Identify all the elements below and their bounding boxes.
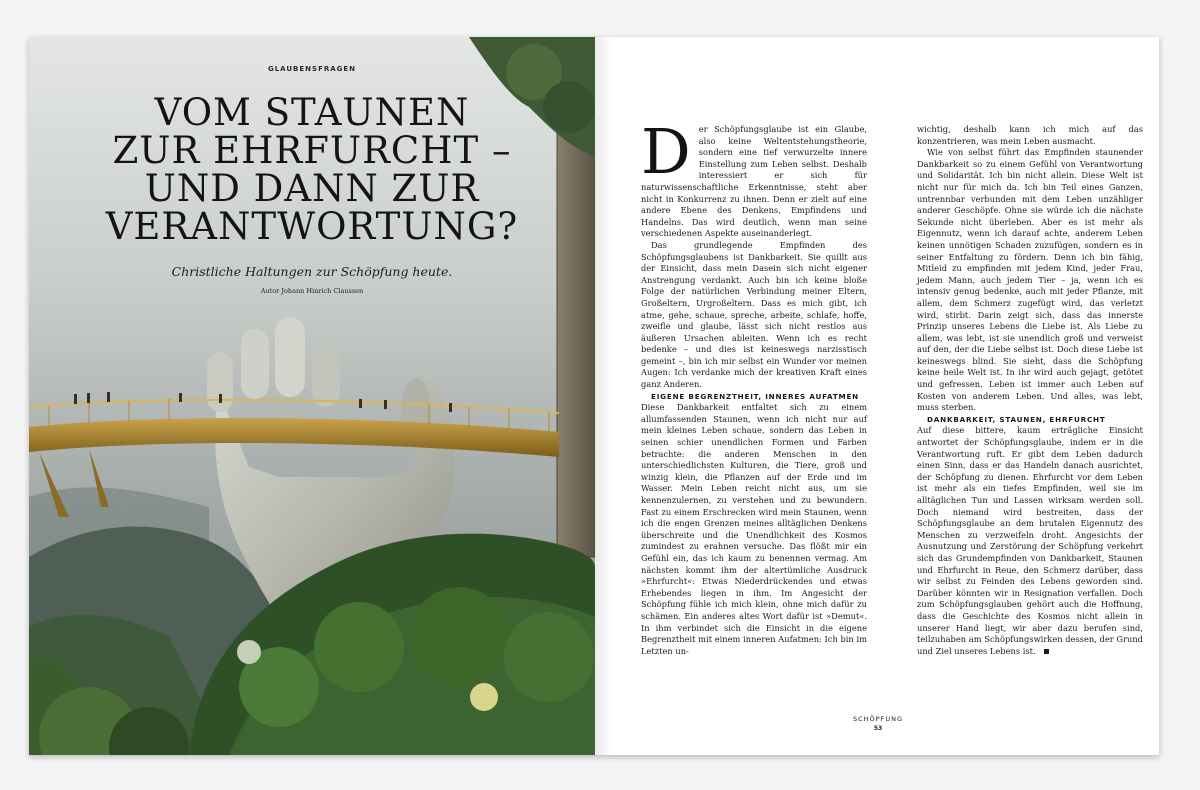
magazine-spread (29, 37, 1159, 755)
left-page (29, 37, 595, 755)
article-paragraph-last (917, 425, 1143, 657)
gutter-shadow (595, 37, 613, 755)
page-footer (828, 715, 928, 732)
subtitle: Christliche Haltungen zur Schöpfung heute. (171, 264, 453, 279)
right-page (595, 37, 1159, 755)
section-name: SCHÖPFUNG (853, 715, 903, 723)
kicker: GLAUBENSFRAGEN (267, 65, 357, 73)
headline-line: VERANTWORTUNG? (105, 205, 519, 248)
article-text: Auf diese bittere, kaum erträgliche Einsicht antwortet der Schöpfungsglaube, indem er in die Verantwortung ruft. Er gibt dem Leben dadurch einen Sinn, dass er das Handeln danach ausrichtet, der Schöpfung zu dienen. Ehrfurcht vor dem Leben ist mehr als ein tiefes Empfinden, weil sie im alltäglichen Tun und Lassen wirksam werden soll. Doch niemand wird bestreiten, dass der Schöpfungsglaube an dem brutalen Eigennutz des Menschen zu verzweifeln droht. Angesichts der Ausnutzung und Zerstörung der Schöpfung verkehrt sich das Grundempfinden von Dankbarkeit, Staunen und Ehrfurcht in Reue, den Schmerz darüber, dass wir selbst zu Feinden des Lebens geworden sind. Darüber könnten wir in Resignation verfallen. Doch zum Schöpfungsglauben gehört auch die Hoffnung, dass die Geschichte des Kosmos nicht allein in unserer Hand liegt, wir aber dazu berufen sind, teilzuhaben am Schöpfungswirken dessen, der Grund und Ziel unseres Lebens ist. (917, 425, 1143, 656)
article-paragraph: Diese Dankbarkeit entfaltet sich zu einem allumfassenden Staunen, wenn ich nicht nur auf mein kleines Leben schaue, sondern das Leben in seinen schier unendlichen Formen und Farben betrachte: die anderen Menschen in den unterschiedlichsten Kulturen, die Tiere, groß und winzig klein, die Pflanzen auf der Erde und im Wasser. Mein Leben reicht nicht aus, um sie kennenzulernen, zu verstehen und zu bewundern. Fast zu einem Erschrecken wird mein Staunen, wenn ich die engen Grenzen meines alltäglichen Denkens überschreite und die Unendlichkeit des Kosmos zumindest zu erahnen versuche. Das flößt mir ein Gefühl ein, das ich kaum zu benennen vermag. Am nächsten kommt ihm der altertümliche Ausdruck »Ehrfurcht«: Etwas Niederdrückendes und etwas Erhebendes liegen in ihm. Im Angesicht der Schöpfung fühle ich mich klein, ohne mich dafür zu schämen. Ein anderes altes Wort dafür ist »Demut«. In ihm verbindet sich die Einsicht in die eigene Begrenztheit mit einem inneren Aufatmen: Ich bin im Letzten un- (641, 402, 867, 656)
author-line: Autor Johann Hinrich Claussen (260, 287, 364, 295)
end-of-article-mark (1044, 649, 1049, 654)
headline (29, 91, 595, 248)
section-subhead: EIGENE BEGRENZTHEIT, INNERES AUFATMEN (651, 391, 859, 401)
page-number: 53 (873, 725, 883, 732)
section-subhead: DANKBARKEIT, STAUNEN, EHRFURCHT (927, 414, 1106, 424)
article-paragraph: wichtig, deshalb kann ich mich auf das konzentrieren, was mein Leben ausmacht. (917, 124, 1143, 146)
intro-text: er Schöpfungsglaube ist ein Glaube, also keine Weltentstehungstheorie, sondern eine tief verwurzelte innere Einstellung zum Leben selbst. Deshalb interessiert er sich für naturwissenschaftliche Erkenntnisse, steht aber nicht in Konkurrenz zu ihnen. Denn er zielt auf eine andere Ebene des Denkens, Empfindens und Handelns. Das wird deutlich, wenn man seine verschiedenen Aspekte auseinanderlegt. (641, 124, 867, 239)
headline-line: ZUR EHRFURCHT – (112, 129, 512, 172)
article-paragraph: Das grundlegende Empfinden des Schöpfungsglaubens ist Dankbarkeit. Sie quillt aus der Einsicht, dass mein Dasein sich nicht eigener Anstrengung verdankt. Auch bin ich keine bloße Folge der natürlichen Verbindung meiner Eltern, Großeltern, Urgroßeltern. Dass es mich gibt, ich atme, gehe, schaue, spreche, arbeite, schlafe, hoffe, zweifle und glaube, lässt sich nicht restlos aus äußeren Ursachen ableiten. Wenn ich es recht bedenke – und dies ist keineswegs narzisstisch gemeint –, bin ich mir selbst ein Wunder vor meinen Augen: Ich verdanke mich der kreativen Kraft eines ganz Anderen. (641, 239, 867, 390)
headline-line: VOM STAUNEN (154, 91, 470, 134)
article-paragraph: Wie von selbst führt das Empfinden staunender Dankbarkeit so zu einem Gefühl von Verantwortung und Solidarität. Ich bin nicht allein. Diese Welt ist nicht nur für mich da. Ich bin Teil eines Ganzen, untrennbar verbunden mit dem Leben unzähliger anderer Geschöpfe. Ohne sie würde ich die nächste Sekunde nicht überleben. Aber es ist mehr als Eigennutz, wenn ich darauf achte, anderem Leben keinen unnötigen Schaden zuzufügen, sondern es in seiner Entfaltung zu fördern. Denn ich bin fähig, Mitleid zu empfinden mit jedem Kind, jeder Frau, jedem Mann, auch jedem Tier – ja, wenn ich es intensiv genug bedenke, auch mit jeder Pflanze, mit allem, dem Schmerz zugefügt wird, das verletzt wird, stirbt. Darin zeigt sich, dass das innerste Prinzip unseres Lebens die Liebe ist. Als Liebe zu allem, was lebt, ist sie unendlich groß und verweist auf den, der die Liebe selbst ist. Doch diese Liebe ist keineswegs blind. Sie sieht, dass die Schöpfung keine heile Welt ist. In ihr wird auch gejagt, getötet und gefressen. Leben ist immer auch Leben auf Kosten von anderem Leben. Und alles, was lebt, muss sterben. (917, 147, 1143, 413)
article-intro (641, 115, 867, 240)
article-column-2 (917, 124, 1143, 657)
article-column-1 (641, 115, 867, 657)
headline-line: UND DANN ZUR (144, 167, 480, 210)
dropcap: D (641, 115, 691, 188)
